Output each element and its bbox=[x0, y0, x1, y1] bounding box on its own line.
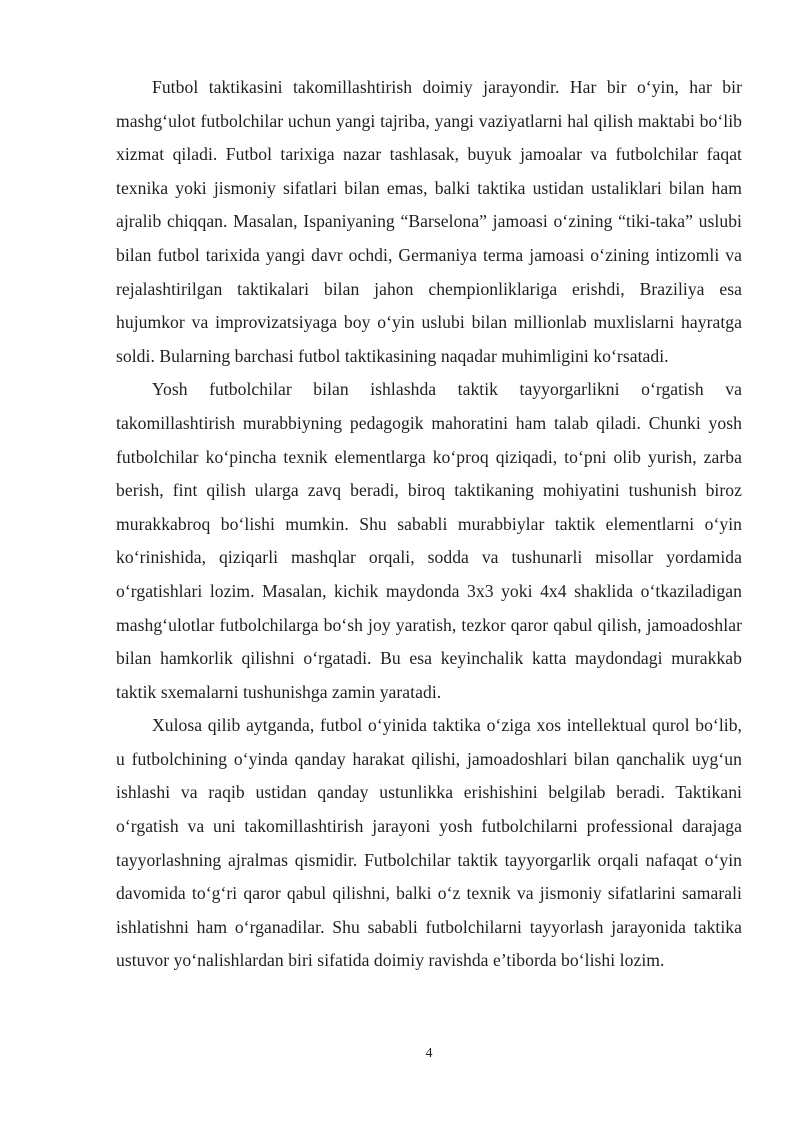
document-body bbox=[116, 71, 742, 978]
page-number: 4 bbox=[425, 1046, 433, 1061]
paragraph: Futbol taktikasini takomillashtirish doimiy jarayondir. Har bir o‘yin, har bir mashg‘ulot futbolchilar uchun yangi tajriba, yangi vaziyatlarni hal qilish maktabi bo‘lib xizmat qiladi. Futbol tarixiga nazar tashlasak, buyuk jamoalar va futbolchilar faqat texnika yoki jismoniy sifatlari bilan emas, balki taktika ustidan ustaliklari bilan ham ajralib chiqqan. Masalan, Ispaniyaning “Barselona” jamoasi o‘zining “tiki-taka” uslubi bilan futbol tarixida yangi davr ochdi, Germaniya terma jamoasi o‘zining intizomli va rejalashtirilgan taktikalari bilan jahon chempionliklariga erishdi, Braziliya esa hujumkor va improvizatsiyaga boy o‘yin uslubi bilan millionlab muxlislarni hayratga soldi. Bularning barchasi futbol taktikasining naqadar muhimligini ko‘rsatadi. bbox=[116, 77, 742, 366]
paragraph: Xulosa qilib aytganda, futbol o‘yinida taktika o‘ziga xos intellektual qurol bo‘lib, u futbolchining o‘yinda qanday harakat qilishi, jamoadoshlari bilan qanchalik uyg‘un ishlashi va raqib ustidan qanday ustunlikka erishishini belgilab beradi. Taktikani o‘rgatish va uni takomillashtirish jarayoni yosh futbolchilarni professional darajaga tayyorlashning ajralmas qismidir. Futbolchilar taktik tayyorgarlik orqali nafaqat o‘yin davomida to‘g‘ri qaror qabul qilishni, balki o‘z texnik va jismoniy sifatlarini samarali ishlatishni ham o‘rganadilar. Shu sababli futbolchilarni tayyorlash jarayonida taktika ustuvor yo‘nalishlardan biri sifatida doimiy ravishda e’tiborda bo‘lishi lozim. bbox=[116, 715, 742, 971]
paragraph: Yosh futbolchilar bilan ishlashda taktik tayyorgarlikni o‘rgatish va takomillashtirish murabbiyning pedagogik mahoratini ham talab qiladi. Chunki yosh futbolchilar ko‘pincha texnik elementlarga ko‘proq qiziqadi, to‘pni olib yurish, zarba berish, fint qilish ularga zavq beradi, biroq taktikaning mohiyatini tushunish biroz murakkabroq bo‘lishi mumkin. Shu sababli murabbiylar taktik elementlarni o‘yin ko‘rinishida, qiziqarli mashqlar orqali, sodda va tushunarli misollar yordamida o‘rgatishlari lozim. Masalan, kichik maydonda 3x3 yoki 4x4 shaklida o‘tkaziladigan mashg‘ulotlar futbolchilarga bo‘sh joy yaratish, tezkor qaror qabul qilish, jamoadoshlar bilan hamkorlik qilishni o‘rgatadi. Bu esa keyinchalik katta maydondagi murakkab taktik sxemalarni tushunishga zamin yaratadi. bbox=[116, 379, 742, 702]
